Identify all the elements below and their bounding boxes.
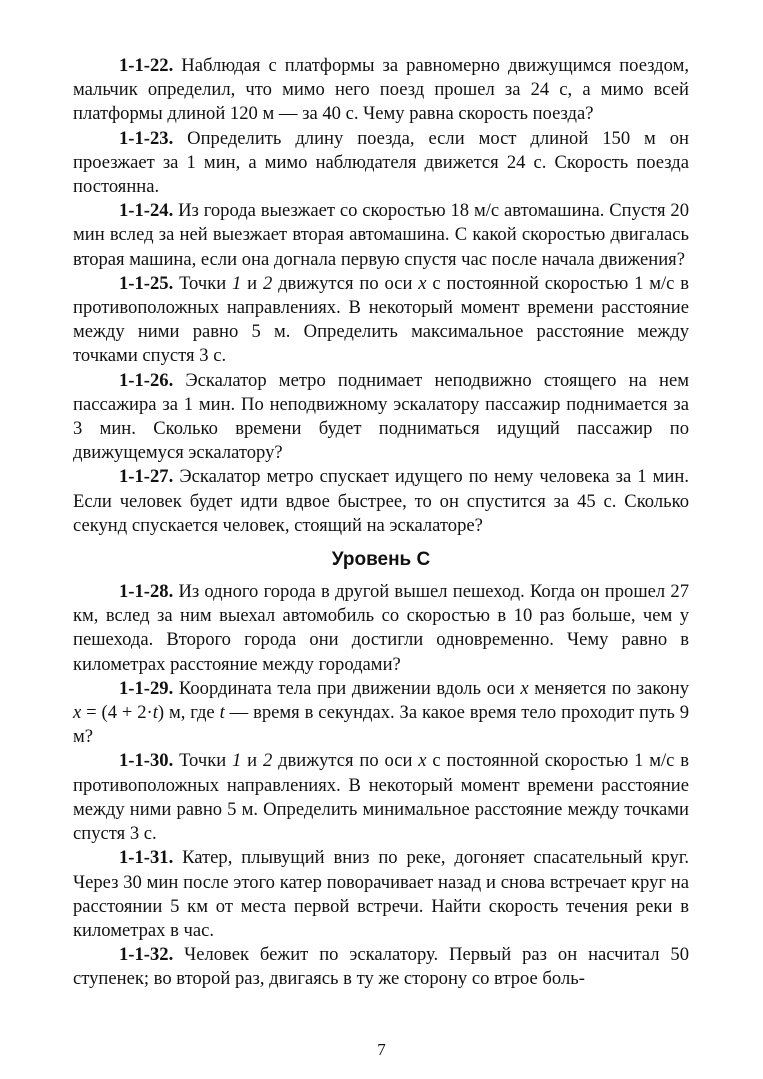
italic-term: x [73, 702, 82, 724]
page-number: 7 [377, 1040, 386, 1059]
problem-text: Человек бежит по эскалатору. Первый раз он насчитал 50 ступенек; во второй раз, двигаясь в ту же сторону со втрое боль- [73, 944, 689, 990]
problem-text: Эскалатор метро спускает идущего по нему человека за 1 мин. Если человек будет идти вдвое быстрее, то он спустится за 45 с. Сколько секунд спускается человек, стоящий на эскалаторе? [73, 466, 689, 536]
italic-term: 2 [262, 272, 273, 294]
problem-number: 1-1-24. [119, 200, 174, 222]
problem-text: с постоянной скоростью 1 м/с в противоположных направлениях. В некоторый момент времени расстояние между ними равно 5 м. Определить минимальное расстояние между точками спустя 3 с. [73, 750, 689, 845]
problem-number: 1-1-25. [119, 272, 174, 294]
problem-1-1-23 [73, 127, 689, 200]
problem-text: и [241, 750, 263, 772]
problem-text: — время в секундах. За какое время тело проходит путь 9 м? [73, 702, 689, 748]
italic-term: 2 [262, 750, 273, 772]
problem-text: Координата тела при движении вдоль оси [173, 677, 521, 699]
problem-text: Определить длину поезда, если мост длиной 150 м он проезжает за 1 мин, а мимо наблюдателя движется 24 с. Скорость поезда постоянна. [73, 127, 689, 198]
problem-text: Точки [173, 750, 233, 772]
problem-text: меняется по закону [528, 677, 690, 699]
problem-text: Из одного города в другой вышел пешеход. Когда он прошел 27 км, вслед за ним выехал автомобиль со скоростью в 10 раз больше, чем у пешехода. Второго города они достигли одновременно. Чему равно в километрах расстояние между городами? [73, 581, 689, 675]
problem-text: Точки [173, 272, 233, 294]
problem-1-1-26 [73, 369, 689, 466]
problem-1-1-31 [73, 846, 689, 943]
problem-number: 1-1-30. [119, 750, 174, 772]
problem-number: 1-1-26. [119, 369, 174, 391]
italic-term: t [152, 702, 158, 724]
problem-number: 1-1-28. [119, 581, 174, 603]
problem-number: 1-1-29. [119, 677, 174, 699]
problem-number: 1-1-32. [119, 944, 174, 966]
italic-term: 1 [232, 272, 242, 294]
problem-1-1-25 [73, 272, 689, 369]
problem-1-1-32 [73, 943, 689, 991]
problem-text: движутся по оси [272, 750, 419, 772]
problem-text: = (4 + 2· [81, 702, 153, 724]
problem-number: 1-1-23. [119, 127, 174, 149]
problem-1-1-29 [73, 677, 689, 750]
problem-number: 1-1-31. [119, 847, 174, 869]
italic-term: 1 [232, 750, 242, 772]
italic-term: x [418, 750, 427, 772]
problem-1-1-30 [73, 749, 689, 846]
problem-1-1-22 [73, 54, 689, 127]
section-heading: Уровень С [331, 549, 431, 571]
problem-text: с постоянной скоростью 1 м/с в противоположных направлениях. В некоторый момент времени расстояние между ними равно 5 м. Определить максимальное расстояние между точками спустя 3 с. [73, 272, 689, 367]
problem-text: Катер, плывущий вниз по реке, догоняет спасательный круг. Через 30 мин после этого катер поворачивает назад и снова встречает круг на расстоянии 5 км от места первой встречи. Найти скорость течения реки в километрах в час. [73, 847, 689, 941]
italic-term: t [219, 702, 225, 724]
problem-text: Из города выезжает со скоростью 18 м/с автомашина. Спустя 20 мин вслед за ней выезжает вторая автомашина. С какой скоростью двигалась вторая машина, если она догнала первую спустя час после начала движения? [73, 200, 689, 270]
problem-text: Наблюдая с платформы за равномерно движущимся поездом, мальчик определил, что мимо него поезд прошел за 24 с, а мимо всей платформы длиной 120 м — за 40 с. Чему равна скорость поезда? [73, 55, 689, 125]
problem-text: и [241, 272, 263, 294]
problem-text: движутся по оси [272, 272, 419, 294]
problem-number: 1-1-22. [119, 55, 174, 76]
italic-term: x [418, 272, 427, 294]
problem-number: 1-1-27. [119, 466, 174, 488]
italic-term: x [520, 677, 529, 699]
problem-1-1-28 [73, 580, 689, 677]
problem-1-1-27 [73, 465, 689, 538]
problem-text: Эскалатор метро поднимает неподвижно стоящего на нем пассажира за 1 мин. По неподвижному эскалатору пассажир поднимается за 3 мин. Сколько времени будет подниматься идущий пассажир по движущемуся эскалатору? [73, 369, 689, 464]
problem-text: ) м, где [157, 702, 220, 724]
problem-1-1-24 [73, 199, 689, 272]
page-body [73, 54, 689, 992]
